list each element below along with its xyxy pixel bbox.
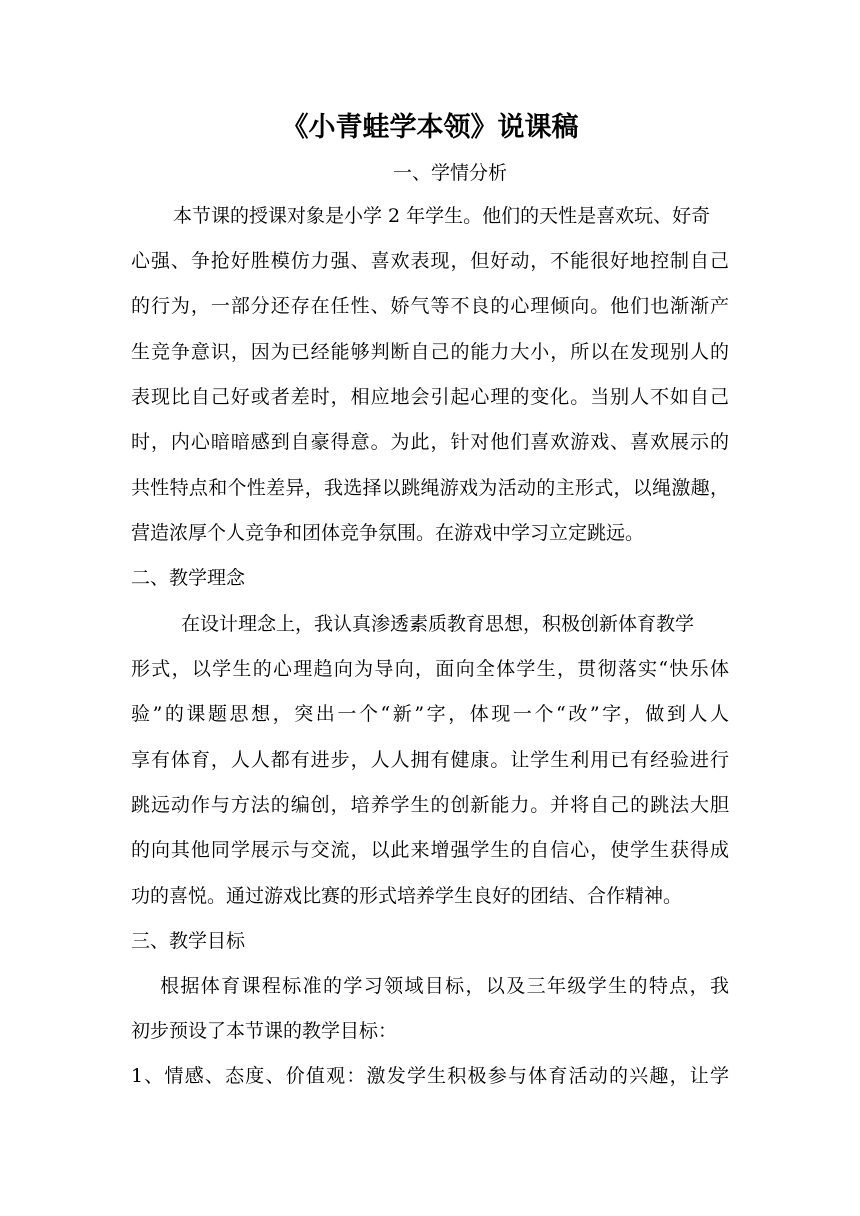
paragraph-line: 根据体育课程标准的学习领域目标，以及三年级学生的特点，我 xyxy=(160,975,729,997)
section-heading-teaching-philosophy: 二、教学理念 xyxy=(131,567,246,589)
paragraph-line: 在设计理念上，我认真渗透素质教育思想，积极创新体育教学 xyxy=(181,613,695,635)
paragraph-line: 的向其他同学展示与交流，以此来增强学生的自信心，使学生获得成 xyxy=(131,839,729,861)
section-heading-teaching-objectives: 三、教学目标 xyxy=(131,930,246,952)
paragraph-line: 心强、争抢好胜模仿力强、喜欢表现，但好动，不能很好地控制自己 xyxy=(131,250,729,272)
paragraph-line: 本节课的授课对象是小学 2 年学生。他们的天性是喜欢玩、好奇 xyxy=(173,205,711,227)
paragraph-line: 跳远动作与方法的编创，培养学生的创新能力。并将自己的跳法大胆 xyxy=(131,794,729,816)
section-heading-learning-analysis: 一、学情分析 xyxy=(392,162,507,184)
paragraph-line: 生竞争意识，因为已经能够判断自己的能力大小，所以在发现别人的 xyxy=(131,341,729,363)
paragraph-line: 营造浓厚个人竞争和团体竞争氛围。在游戏中学习立定跳远。 xyxy=(131,522,645,544)
paragraph-line: 共性特点和个性差异，我选择以跳绳游戏为活动的主形式，以绳激趣， xyxy=(131,477,729,499)
document-title: 《小青蛙学本领》说课稿 xyxy=(281,112,579,143)
paragraph-line: 形式，以学生的心理趋向为导向，面向全体学生，贯彻落实“快乐体 xyxy=(131,658,729,680)
paragraph-line: 验”的课题思想，突出一个“新”字，体现一个“改”字，做到人人 xyxy=(131,703,729,725)
paragraph-line: 表现比自己好或者差时，相应地会引起心理的变化。当别人不如自己 xyxy=(131,386,729,408)
paragraph-line: 时，内心暗暗感到自豪得意。为此，针对他们喜欢游戏、喜欢展示的 xyxy=(131,431,729,453)
paragraph-line: 的行为，一部分还存在任性、娇气等不良的心理倾向。他们也渐渐产 xyxy=(131,295,729,317)
paragraph-line: 享有体育，人人都有进步，人人拥有健康。让学生利用已有经验进行 xyxy=(131,749,729,771)
paragraph-line: 1、情感、态度、价值观：激发学生积极参与体育活动的兴趣，让学 xyxy=(131,1065,729,1087)
paragraph-line: 功的喜悦。通过游戏比赛的形式培养学生良好的团结、合作精神。 xyxy=(131,885,683,907)
paragraph-line: 初步预设了本节课的教学目标： xyxy=(131,1020,398,1042)
